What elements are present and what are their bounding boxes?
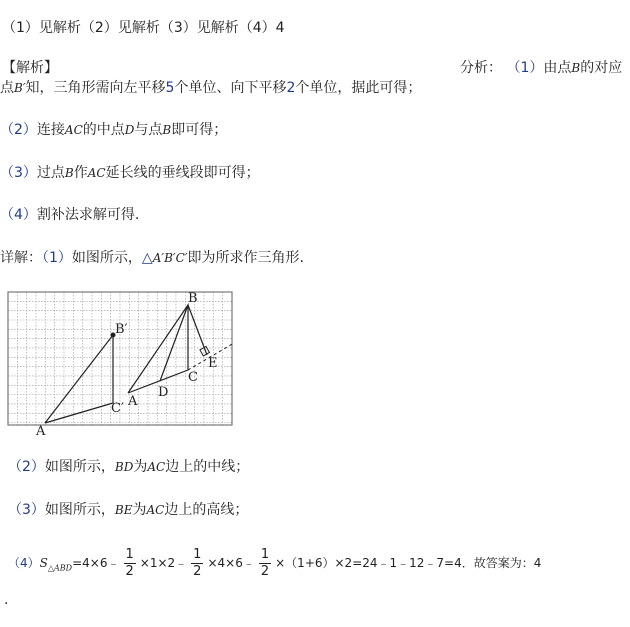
label-b-prime: B′: [115, 322, 128, 337]
numerator: 1: [125, 547, 134, 562]
item-number: （2）: [8, 459, 45, 475]
item-number: （3）: [0, 165, 37, 181]
numerator: 1: [260, 547, 270, 562]
label-d: D: [158, 385, 169, 400]
detail-p4: [8, 545, 541, 586]
item-number: （4）: [0, 207, 37, 223]
detail-p1: [0, 248, 304, 268]
triangle-a-prime: [45, 335, 113, 423]
text: 即为所求作三角形.: [187, 250, 304, 266]
detail-label: 详解：: [0, 250, 42, 266]
analysis-label: 分析：: [460, 60, 502, 76]
text: 点: [0, 80, 14, 96]
text: 作: [73, 165, 88, 181]
triangle-symbol: △: [141, 250, 153, 266]
item-number: （3）: [8, 502, 45, 518]
grid-figure: [0, 285, 250, 440]
detail-p3: [8, 500, 248, 520]
fraction: [124, 547, 136, 580]
text: 由点: [543, 60, 572, 76]
math-var: AC: [64, 123, 83, 137]
text: 即可得；: [171, 122, 228, 138]
subscript: △ABD: [47, 563, 73, 573]
item-number: （4）: [8, 556, 40, 570]
text: 的对应: [580, 60, 623, 76]
text: ×1×2﹣: [139, 556, 188, 570]
item-number: （2）: [0, 122, 37, 138]
math-var: B: [64, 166, 74, 180]
text: 的中点: [82, 122, 125, 138]
answer-summary: （1）见解析（2）见解析（3）见解析（4）4: [2, 20, 285, 36]
triangle-abc: [128, 305, 188, 393]
math-var: AC: [147, 460, 166, 474]
text: 与点: [134, 122, 163, 138]
numerator: 1: [193, 547, 202, 562]
text: 边上的中线；: [165, 459, 250, 475]
detail-p4-end: .: [4, 592, 9, 608]
analysis-p3: [0, 163, 260, 183]
label-a-orig: A: [128, 394, 138, 409]
math-var: D: [124, 123, 135, 137]
text: 个单位、向下平移: [174, 80, 287, 96]
detail-p2: [8, 457, 249, 477]
label-c: C: [188, 370, 198, 385]
analysis-tag: 【解析】: [2, 60, 58, 76]
text: ×（1+6）×2=24﹣1﹣12﹣7=4．故答案为：4: [275, 556, 542, 570]
math-var: S: [39, 556, 48, 570]
median-bd: [160, 305, 188, 381]
label-a: A: [36, 424, 46, 439]
text: 如图所示，: [44, 459, 115, 475]
denominator: 2: [125, 564, 134, 579]
fraction: [191, 547, 203, 580]
denominator: 2: [193, 564, 202, 579]
text: 延长线的垂线段即可得；: [105, 165, 260, 181]
text: 为: [132, 502, 147, 518]
label-b: B: [188, 291, 198, 306]
text: =4×6﹣: [72, 556, 120, 570]
text: 边上的高线；: [164, 502, 249, 518]
text: 如图所示，: [44, 502, 115, 518]
text: 连接: [36, 122, 65, 138]
item-number: （1）: [506, 60, 544, 76]
math-var: B: [571, 61, 581, 75]
text: 知，三角形需向左平移: [25, 80, 166, 96]
math-var: BD: [114, 460, 134, 474]
analysis-p1-line1: [460, 58, 622, 78]
text: ×4×6﹣: [207, 556, 255, 570]
math-var: BE: [114, 503, 133, 517]
text: 如图所示，: [71, 250, 142, 266]
math-var: B′: [14, 81, 26, 95]
analysis-p4: [0, 205, 139, 225]
label-e: E: [208, 356, 218, 371]
text: 个单位，据此可得；: [295, 80, 422, 96]
text: 为: [133, 459, 148, 475]
math-var: AC: [146, 503, 165, 517]
math-num: 2: [286, 80, 296, 96]
math-var: B: [162, 123, 172, 137]
label-c-prime: C′: [111, 401, 124, 416]
denominator: 2: [260, 564, 270, 579]
item-number: （1）: [42, 250, 72, 266]
math-var: A′B′C′: [152, 251, 188, 265]
math-num: 5: [165, 80, 175, 96]
analysis-p1-line2: [0, 78, 421, 98]
analysis-p2: [0, 120, 227, 140]
text: 割补法求解可得.: [36, 207, 140, 223]
fraction: [259, 547, 271, 580]
text: 过点: [36, 165, 65, 181]
math-var: AC: [87, 166, 106, 180]
